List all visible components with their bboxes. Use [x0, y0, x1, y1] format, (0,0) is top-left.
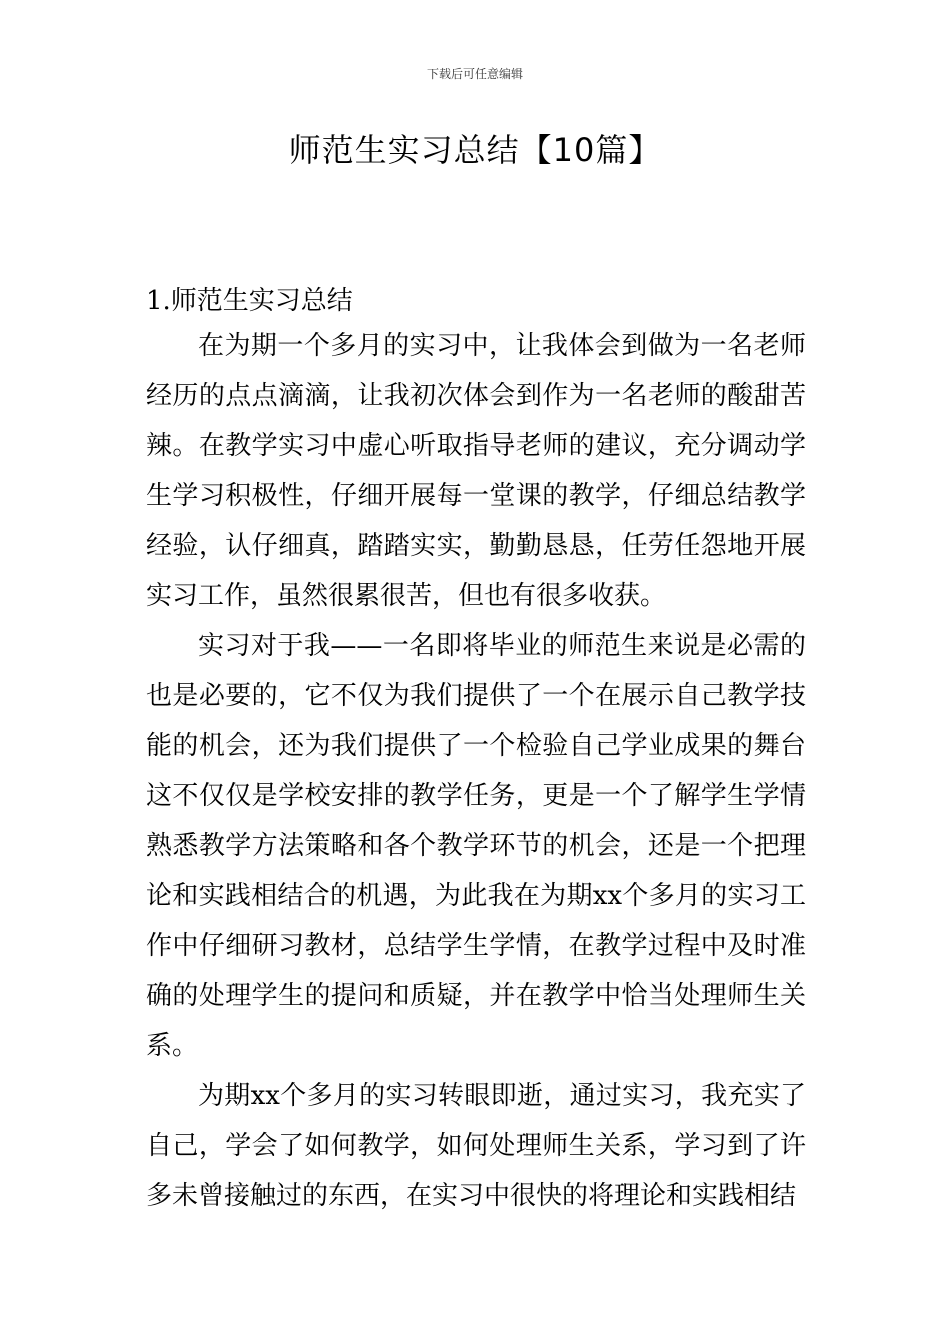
document-title: 师范生实习总结【10篇】 — [288, 131, 662, 169]
paragraph: 在为期一个多月的实习中，让我体会到做为一名老师经历的点点滴滴，让我初次体会到作为一名老师的酸甜苦辣。在教学实习中虚心听取指导老师的建议，充分调动学生学习积极性，仔细开展每一堂课的教学，仔细总结教学经验，认仔细真，踏踏实实，勤勤恳恳，任劳任怨地开展实习工作，虽然很累很苦，但也有很多收获。 — [146, 331, 806, 611]
document-body — [146, 281, 806, 1221]
header-note: 下载后可任意编辑 — [426, 67, 523, 81]
paragraph: 为期xx个多月的实习转眼即逝，通过实习，我充实了自己，学会了如何教学，如何处理师生关系，学习到了许多未曾接触过的东西，在实习中很快的将理论和实践相结 — [146, 1081, 806, 1211]
section-heading: 1.师范生实习总结 — [146, 286, 353, 316]
paragraph: 实习对于我——一名即将毕业的师范生来说是必需的也是必要的，它不仅为我们提供了一个在展示自己教学技能的机会，还为我们提供了一个检验自己学业成果的舞台这不仅仅是学校安排的教学任务，更是一个了解学生学情熟悉教学方法策略和各个教学环节的机会，还是一个把理论和实践相结合的机遇，为此我在为期xx个多月的实习工作中仔细研习教材，总结学生学情，在教学过程中及时准确的处理学生的提问和质疑，并在教学中恰当处理师生关系。 — [146, 631, 806, 1061]
